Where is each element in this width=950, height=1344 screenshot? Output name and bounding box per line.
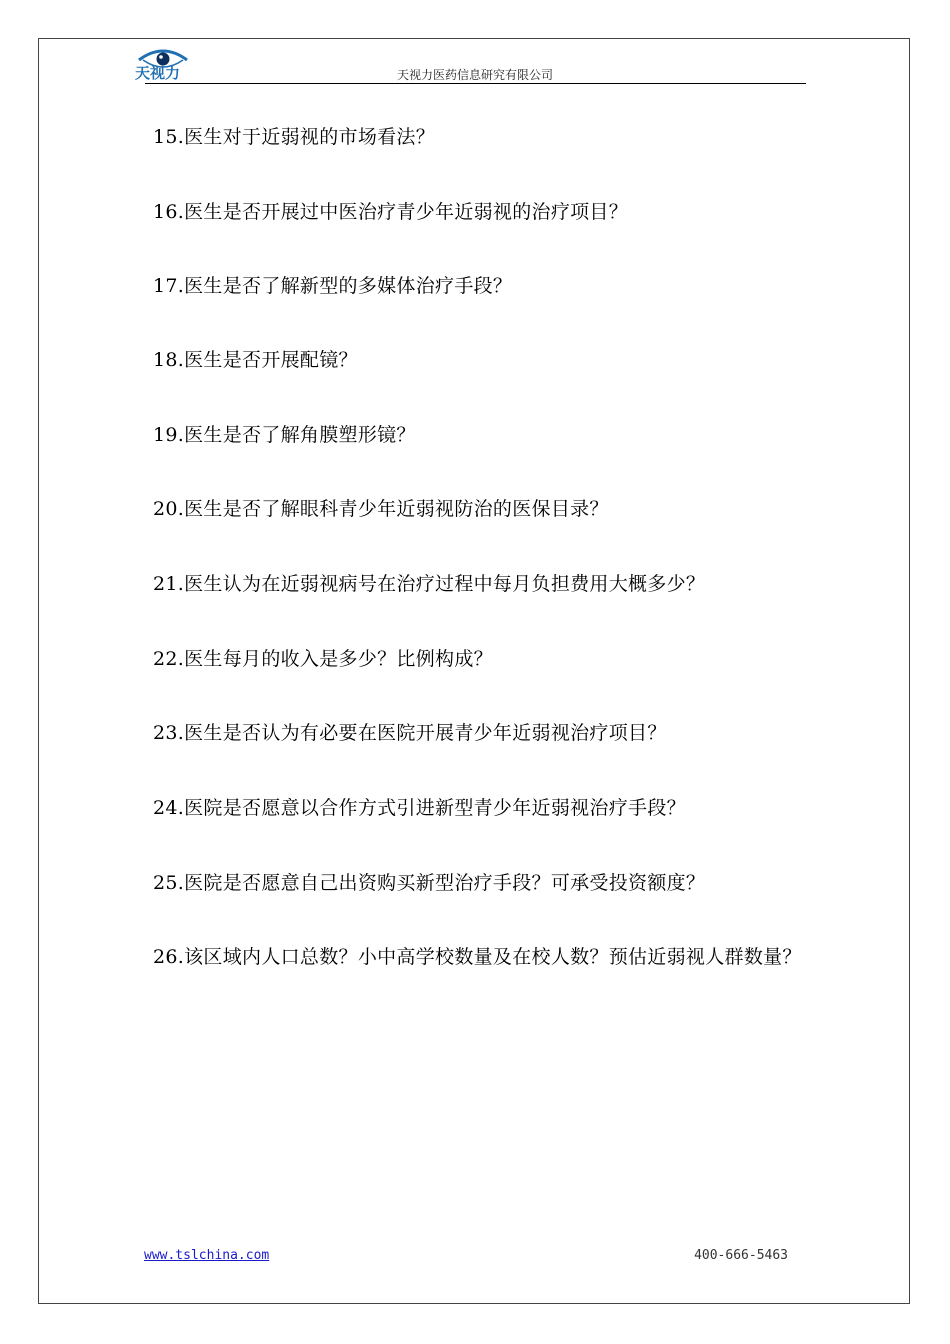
question-item: 21.医生认为在近弱视病号在治疗过程中每月负担费用大概多少？ [153,573,706,595]
question-item: 16.医生是否开展过中医治疗青少年近弱视的治疗项目？ [153,201,629,223]
question-item: 18.医生是否开展配镜？ [153,349,358,371]
question-item: 24.医院是否愿意以合作方式引进新型青少年近弱视治疗手段？ [153,797,686,819]
question-item: 26.该区域内人口总数？小中高学校数量及在校人数？预估近弱视人群数量？ [153,946,802,968]
company-name: 天视力医药信息研究有限公司 [396,68,553,82]
website-link[interactable]: www.tslchina.com [144,1248,270,1263]
question-item: 22.医生每月的收入是多少？比例构成？ [153,648,493,670]
question-item: 20.医生是否了解眼科青少年近弱视防治的医保目录？ [153,498,609,520]
question-item: 23.医生是否认为有必要在医院开展青少年近弱视治疗项目？ [153,722,667,744]
logo-text: 天视力 [135,65,181,82]
question-item: 19.医生是否了解角膜塑形镜？ [153,424,416,446]
header-divider [145,83,806,84]
question-item: 15.医生对于近弱视的市场看法？ [153,126,436,148]
question-item: 17.医生是否了解新型的多媒体治疗手段？ [153,275,513,297]
phone-number: 400-666-5463 [694,1248,788,1263]
question-item: 25.医院是否愿意自己出资购买新型治疗手段？可承受投资额度？ [153,872,706,894]
